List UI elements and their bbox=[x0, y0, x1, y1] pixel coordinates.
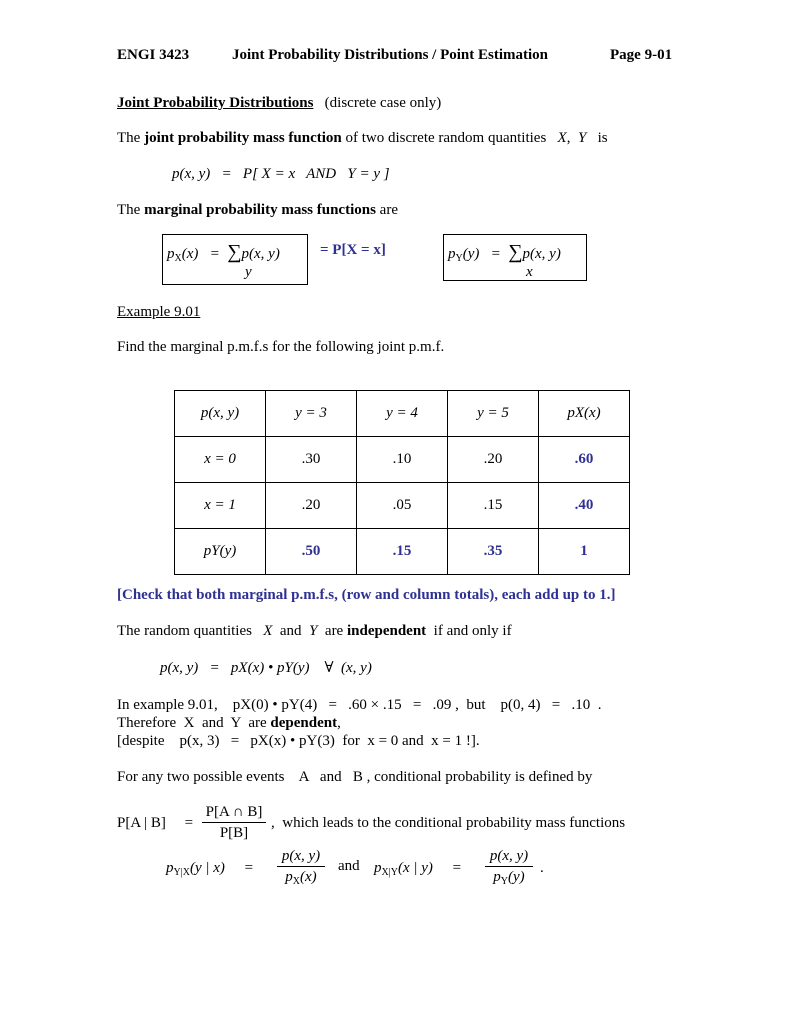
cond-px-sub: X|Y bbox=[381, 867, 398, 878]
table-cell-total: .15 bbox=[357, 529, 448, 575]
cond-py-den-p: p bbox=[285, 869, 293, 885]
table-cell-total: .40 bbox=[539, 483, 630, 529]
marginal-intro-term: marginal probability mass functions bbox=[144, 202, 376, 218]
cond-py-arg: (y | x) = bbox=[189, 860, 254, 876]
indep-y: Y bbox=[309, 623, 318, 639]
marginal-px-index: y bbox=[245, 264, 252, 280]
cond-px-num: p(x, y) bbox=[489, 848, 529, 864]
py-lhs: p bbox=[448, 246, 456, 262]
py-arg: (y) = bbox=[462, 246, 501, 262]
table-header-row bbox=[175, 391, 630, 437]
table-row bbox=[175, 529, 630, 575]
table-cell: .05 bbox=[357, 483, 448, 529]
example-check-line1: In example 9.01, pX(0) • pY(4) = .60 × .15 = .09 , but p(0, 4) = .10 . bbox=[117, 697, 602, 713]
cond-py-den bbox=[277, 866, 325, 887]
course-code: ENGI 3423 bbox=[117, 47, 190, 63]
px-term: p(x, y) bbox=[241, 246, 280, 262]
cond-px-den-p: p bbox=[493, 869, 501, 885]
section-heading-line bbox=[117, 96, 441, 111]
table-cell: .15 bbox=[448, 483, 539, 529]
table-cell: x = 1 bbox=[175, 483, 266, 529]
conditional-fraction bbox=[202, 805, 266, 841]
example-check-line3: [despite p(x, 3) = pX(x) • pY(3) for x = 0 and x = 1 !]. bbox=[117, 733, 480, 749]
table-cell: .20 bbox=[448, 437, 539, 483]
cond-py-den-arg: (x) bbox=[300, 869, 317, 885]
table-cell-total: .50 bbox=[266, 529, 357, 575]
page-title: Joint Probability Distributions / Point Estimation bbox=[232, 47, 549, 63]
cond-py-num: p(x, y) bbox=[281, 848, 321, 864]
joint-pmf-definition: p(x, y) = P[ X = x AND Y = y ] bbox=[172, 166, 390, 182]
conditional-lhs: P[A | B] = bbox=[117, 815, 194, 831]
conditional-num: P[A ∩ B] bbox=[205, 804, 263, 820]
cond-px-p: p bbox=[374, 860, 382, 876]
table-cell: .10 bbox=[357, 437, 448, 483]
cond-py-fraction bbox=[277, 849, 325, 887]
indep-post: if and only if bbox=[433, 623, 512, 639]
conditional-post: , which leads to the conditional probability mass functions bbox=[271, 815, 626, 831]
table-row bbox=[175, 437, 630, 483]
px-sub: X bbox=[174, 253, 182, 264]
conditional-intro: For any two possible events A and B , conditional probability is defined by bbox=[117, 769, 593, 785]
table-cell-total: .35 bbox=[448, 529, 539, 575]
cond-py-lhs bbox=[166, 861, 254, 878]
table-header-cell: y = 5 bbox=[448, 391, 539, 437]
line2-post: , bbox=[337, 715, 341, 731]
table-cell-total: 1 bbox=[539, 529, 630, 575]
indep-term: independent bbox=[346, 623, 427, 639]
example-check-line2 bbox=[117, 716, 341, 731]
table-header-cell: y = 4 bbox=[357, 391, 448, 437]
indep-x: X bbox=[263, 623, 273, 639]
independence-definition: p(x, y) = pX(x) • pY(y) ∀ (x, y) bbox=[160, 660, 372, 676]
marginal-px-formula bbox=[167, 242, 280, 264]
joint-intro-pre: The bbox=[117, 130, 141, 146]
section-heading: Joint Probability Distributions bbox=[117, 95, 314, 111]
table-cell: .30 bbox=[266, 437, 357, 483]
table-header-cell: pX(x) bbox=[539, 391, 630, 437]
check-note: [Check that both marginal p.m.f.s, (row and column totals), each add up to 1.] bbox=[117, 587, 616, 603]
joint-intro-post: of two discrete random quantities bbox=[345, 130, 547, 146]
marginal-py-index: x bbox=[526, 264, 533, 280]
px-arg: (x) = bbox=[181, 246, 220, 262]
py-sub: Y bbox=[455, 253, 463, 264]
marginal-px-note: = P[X = x] bbox=[320, 242, 386, 258]
line2-term: dependent bbox=[270, 715, 338, 731]
example-prompt: Find the marginal p.m.f.s for the following joint p.m.f. bbox=[117, 339, 445, 355]
cond-py-sub: Y|X bbox=[173, 867, 190, 878]
cond-py-p: p bbox=[166, 860, 174, 876]
cond-px-arg: (x | y) = bbox=[397, 860, 462, 876]
conditional-den: P[B] bbox=[202, 822, 266, 841]
cond-py-den-sub: X bbox=[292, 876, 301, 887]
indep-intro-pre: The random quantities bbox=[117, 623, 252, 639]
marginal-intro-post: are bbox=[379, 202, 398, 218]
marginal-intro-pre: The bbox=[117, 202, 141, 218]
joint-var-y: Y bbox=[577, 130, 587, 146]
cond-px-fraction bbox=[485, 849, 533, 887]
px-lhs: p bbox=[167, 246, 175, 262]
cond-px-den-sub: Y bbox=[500, 876, 509, 887]
joint-comma: , bbox=[566, 130, 571, 146]
marginal-intro bbox=[117, 203, 398, 218]
table-header-cell: p(x, y) bbox=[175, 391, 266, 437]
table-cell: pY(y) bbox=[175, 529, 266, 575]
table-header-cell: y = 3 bbox=[266, 391, 357, 437]
table-cell: x = 0 bbox=[175, 437, 266, 483]
marginal-py-formula bbox=[448, 242, 561, 264]
table-cell-total: .60 bbox=[539, 437, 630, 483]
table-cell: .20 bbox=[266, 483, 357, 529]
joint-pmf-intro bbox=[117, 131, 608, 146]
cond-end: . bbox=[540, 860, 544, 876]
example-label: Example 9.01 bbox=[117, 304, 201, 320]
joint-is: is bbox=[597, 130, 608, 146]
indep-and: and bbox=[279, 623, 302, 639]
cond-px-den-arg: (y) bbox=[508, 869, 525, 885]
cond-and: and bbox=[338, 858, 360, 874]
cond-px-den bbox=[485, 866, 533, 887]
joint-pmf-table bbox=[174, 390, 630, 575]
joint-var-x: X bbox=[557, 130, 567, 146]
page-number: Page 9-01 bbox=[610, 47, 673, 63]
px-sum-icon: ∑ bbox=[227, 241, 242, 263]
joint-intro-term: joint probability mass function bbox=[144, 130, 342, 146]
section-qualifier: (discrete case only) bbox=[324, 95, 442, 111]
py-sum-icon: ∑ bbox=[508, 241, 523, 263]
table-row bbox=[175, 483, 630, 529]
indep-are: are bbox=[324, 623, 344, 639]
independence-intro bbox=[117, 624, 512, 639]
line2-pre: Therefore X and Y are bbox=[117, 715, 267, 731]
py-term: p(x, y) bbox=[522, 246, 561, 262]
cond-px-lhs bbox=[374, 861, 462, 878]
